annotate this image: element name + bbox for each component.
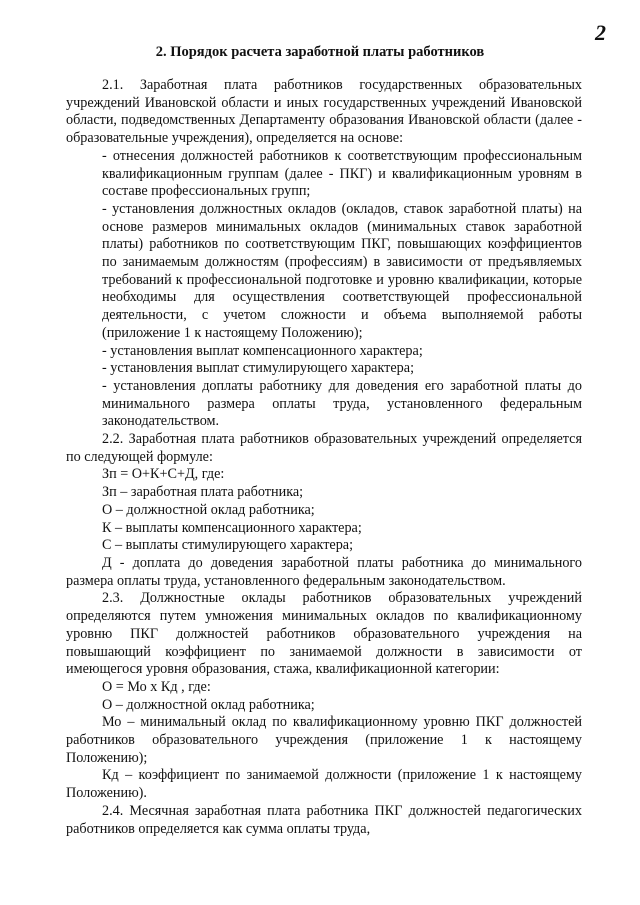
document-body xyxy=(66,77,582,838)
formula-term-kd: Кд – коэффициент по занимаемой должности (приложение 1 к настоящему Положению). xyxy=(66,767,582,802)
formula-term-zp: Зп – заработная плата работника; xyxy=(102,484,304,501)
formula-term-mo: Мо – минимальный оклад по квалификационному уровню ПКГ должностей работников образовательного учреждения (приложение 1 к настоящему Положению); xyxy=(66,714,582,766)
paragraph-2-2: 2.2. Заработная плата работников образовательных учреждений определяется по следующей формуле: xyxy=(66,431,582,465)
list-item-supplement: - установления доплаты работнику для доведения его заработной платы до минимального размера оплаты труда, установленного федеральным законодательством. xyxy=(102,377,582,430)
formula-oklad: О = Мо х Кд , где: xyxy=(102,678,211,695)
section-heading: 2. Порядок расчета заработной платы работников xyxy=(155,44,485,60)
formula-term-k: К – выплаты компенсационного характера; xyxy=(102,519,362,536)
list-item-incentive: - установления выплат стимулирующего характера; xyxy=(102,360,415,377)
formula-term-d: Д - доплата до доведения заработной платы работника до минимального размера оплаты труда, установленного федеральным законодательством. xyxy=(66,554,582,589)
paragraph-2-4: 2.4. Месячная заработная плата работника ПКГ должностей педагогических работников определяется как сумма оплаты труда, xyxy=(66,802,582,837)
list-item-compensation: - установления выплат компенсационного характера; xyxy=(102,342,423,359)
list-item-salaries: - установления должностных окладов (окладов, ставок заработной платы) на основе размеров минимальных окладов (минимальных ставок заработной платы) работников по соответствующим ПКГ, повышающих коэффициентов по занимаемым должностям (профессиям) в зависимости от предъявляемых требований к профессиональной подготовке и уровню квалификации, которые необходимы для осуществления соответствующей профессиональной деятельности, с учетом сложности и объема выполняемой работы (приложение 1 к настоящему Положению); xyxy=(102,200,582,341)
formula-term-o2: О – должностной оклад работника; xyxy=(102,696,315,713)
formula-term-o: О – должностной оклад работника; xyxy=(102,501,315,518)
list-item-pkg: - отнесения должностей работников к соответствующим профессиональным квалификационным группам (далее - ПКГ) и квалификационным уровням в составе профессиональных групп; xyxy=(102,147,582,200)
formula-term-s: С – выплаты стимулирующего характера; xyxy=(102,537,354,554)
paragraph-2-3: 2.3. Должностные оклады работников образовательных учреждений определяются путем умножения минимальных окладов по квалификационному уровню ПКГ должностей работников образовательного учреждения на повышающий коэффициент по занимаемой должности в зависимости от имеющегося уровня образования, стажа, квалификационной категории: xyxy=(66,590,582,678)
formula-salary: Зп = О+К+С+Д, где: xyxy=(102,466,225,483)
page-number: 2 xyxy=(595,20,606,45)
paragraph-2-1: 2.1. Заработная плата работников государственных образовательных учреждений Ивановской области и иных государственных учреждений Ивановской области, подведомственных Департаменту образования Ивановской области (далее - образовательные учреждения), определяется на основе: xyxy=(66,77,582,147)
